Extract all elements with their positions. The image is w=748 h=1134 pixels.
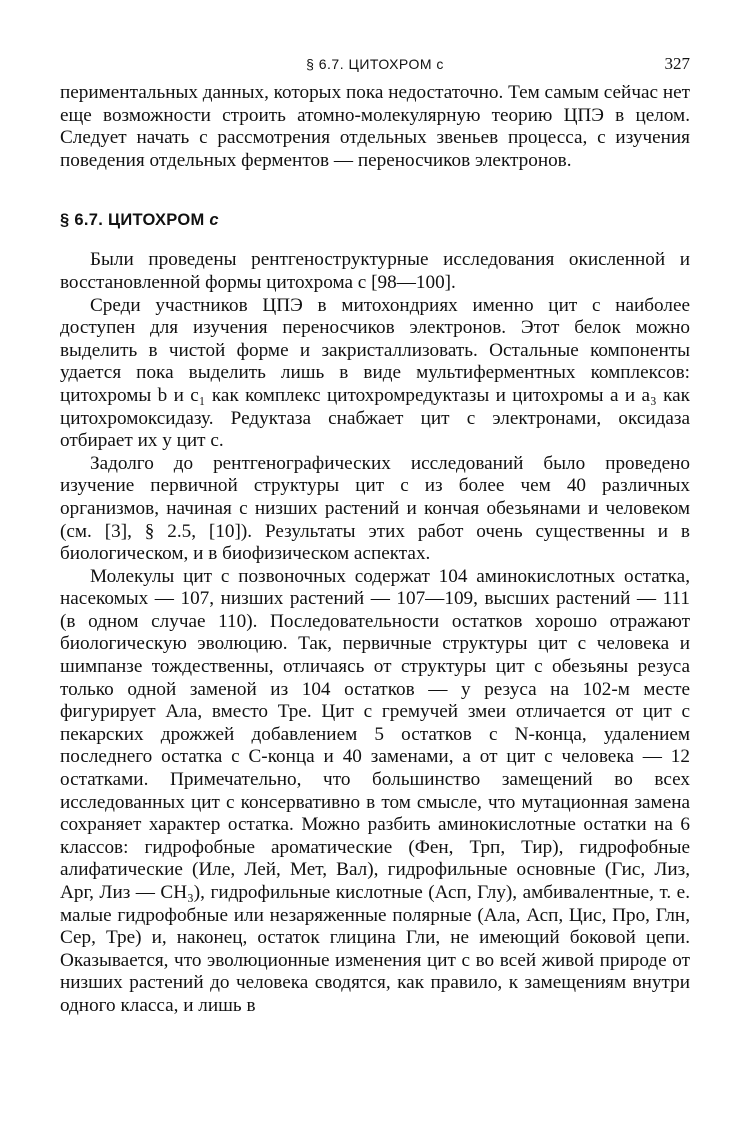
- continuation-paragraph: периментальных данных, которых пока недостаточно. Тем самым сейчас нет еще возможности строить атомно-молекулярную теорию ЦПЭ в целом. Следует начать с рассмотрения отдельных звеньев процесса, с изучения поведения отдельных ферментов — переносчиков электронов.: [60, 82, 690, 171]
- book-page: [60, 52, 690, 1018]
- paragraph-4: Молекулы цит с позвоночных содержат 104 аминокислотных остатка, насекомых — 107, низших растений — 107—109, высших растений — 111 (в одном случае 110). Последовательности остатков хорошо отражают биологическую эволюцию. Так, первичные структуры цит с человека и шимпанзе тождественны, отличаясь от структуры цит с обезьяны резуса только одной заменой из 104 остатков — у резуса на 102-м месте фигурирует Ала, вместо Тре. Цит с гремучей змеи отличается от цит с пекарских дрожжей добавлением 5 остатков с N-конца, удалением последнего остатка с С-конца и 40 заменами, а от цит с человека — 12 остатками. Примечательно, что большинство замещений во всех исследованных цит с консервативно в том смысле, что мутационная замена сохраняет характер остатка. Можно разбить аминокислотные остатки на 6 классов: гидрофобные ароматические (Фен, Трп, Тир), гидрофобные алифатические (Иле, Лей, Мет, Вал), гидрофильные основные (Гис, Лиз, Арг, Лиз — CH₃), гидрофильные кислотные (Асп, Глу), амбивалентные, т. е. малые гидрофобные или незаряженные полярные (Ала, Асп, Цис, Про, Глн, Сер, Тре) и, наконец, остаток глицина Гли, не имеющий боковой цепи. Оказывается, что эволюционные изменения цит с во всей живой природе от низших растений до человека сводятся, как правило, к замещениям внутри одного класса, и лишь в: [60, 565, 690, 1016]
- page-number: 327: [664, 54, 690, 73]
- paragraph-3: Задолго до рентгенографических исследований было проведено изучение первичной структуры цит с из более чем 40 различных организмов, начиная с низших растений и кончая обезьянами и человеком (см. [3], § 2.5, [10]). Результаты этих работ очень существенны и в биологическом, и в биофизическом аспектах.: [60, 452, 690, 565]
- section-heading-text: § 6.7. ЦИТОХРОМ: [60, 211, 210, 230]
- section-heading: [60, 211, 690, 230]
- paragraph-1: Были проведены рентгеноструктурные исследования окисленной и восстановленной формы цитохрома с [98—100].: [60, 249, 690, 293]
- paragraph-2: Среди участников ЦПЭ в митохондриях именно цит с наиболее доступен для изучения переносчиков электронов. Этот белок можно выделить в чистой форме и закристаллизовать. Остальные компоненты удается пока выделить лишь в виде мультиферментных комплексов: цитохромы b и c₁ как комплекс цитохромредуктазы и цитохромы a и a₃ как цитохромоксидазу. Редуктаза снабжает цит с электронами, оксидаза отбирает их у цит с.: [60, 294, 690, 452]
- section-heading-italic: с: [209, 211, 219, 230]
- running-head: [60, 52, 690, 82]
- running-title: § 6.7. ЦИТОХРОМ с: [306, 56, 444, 72]
